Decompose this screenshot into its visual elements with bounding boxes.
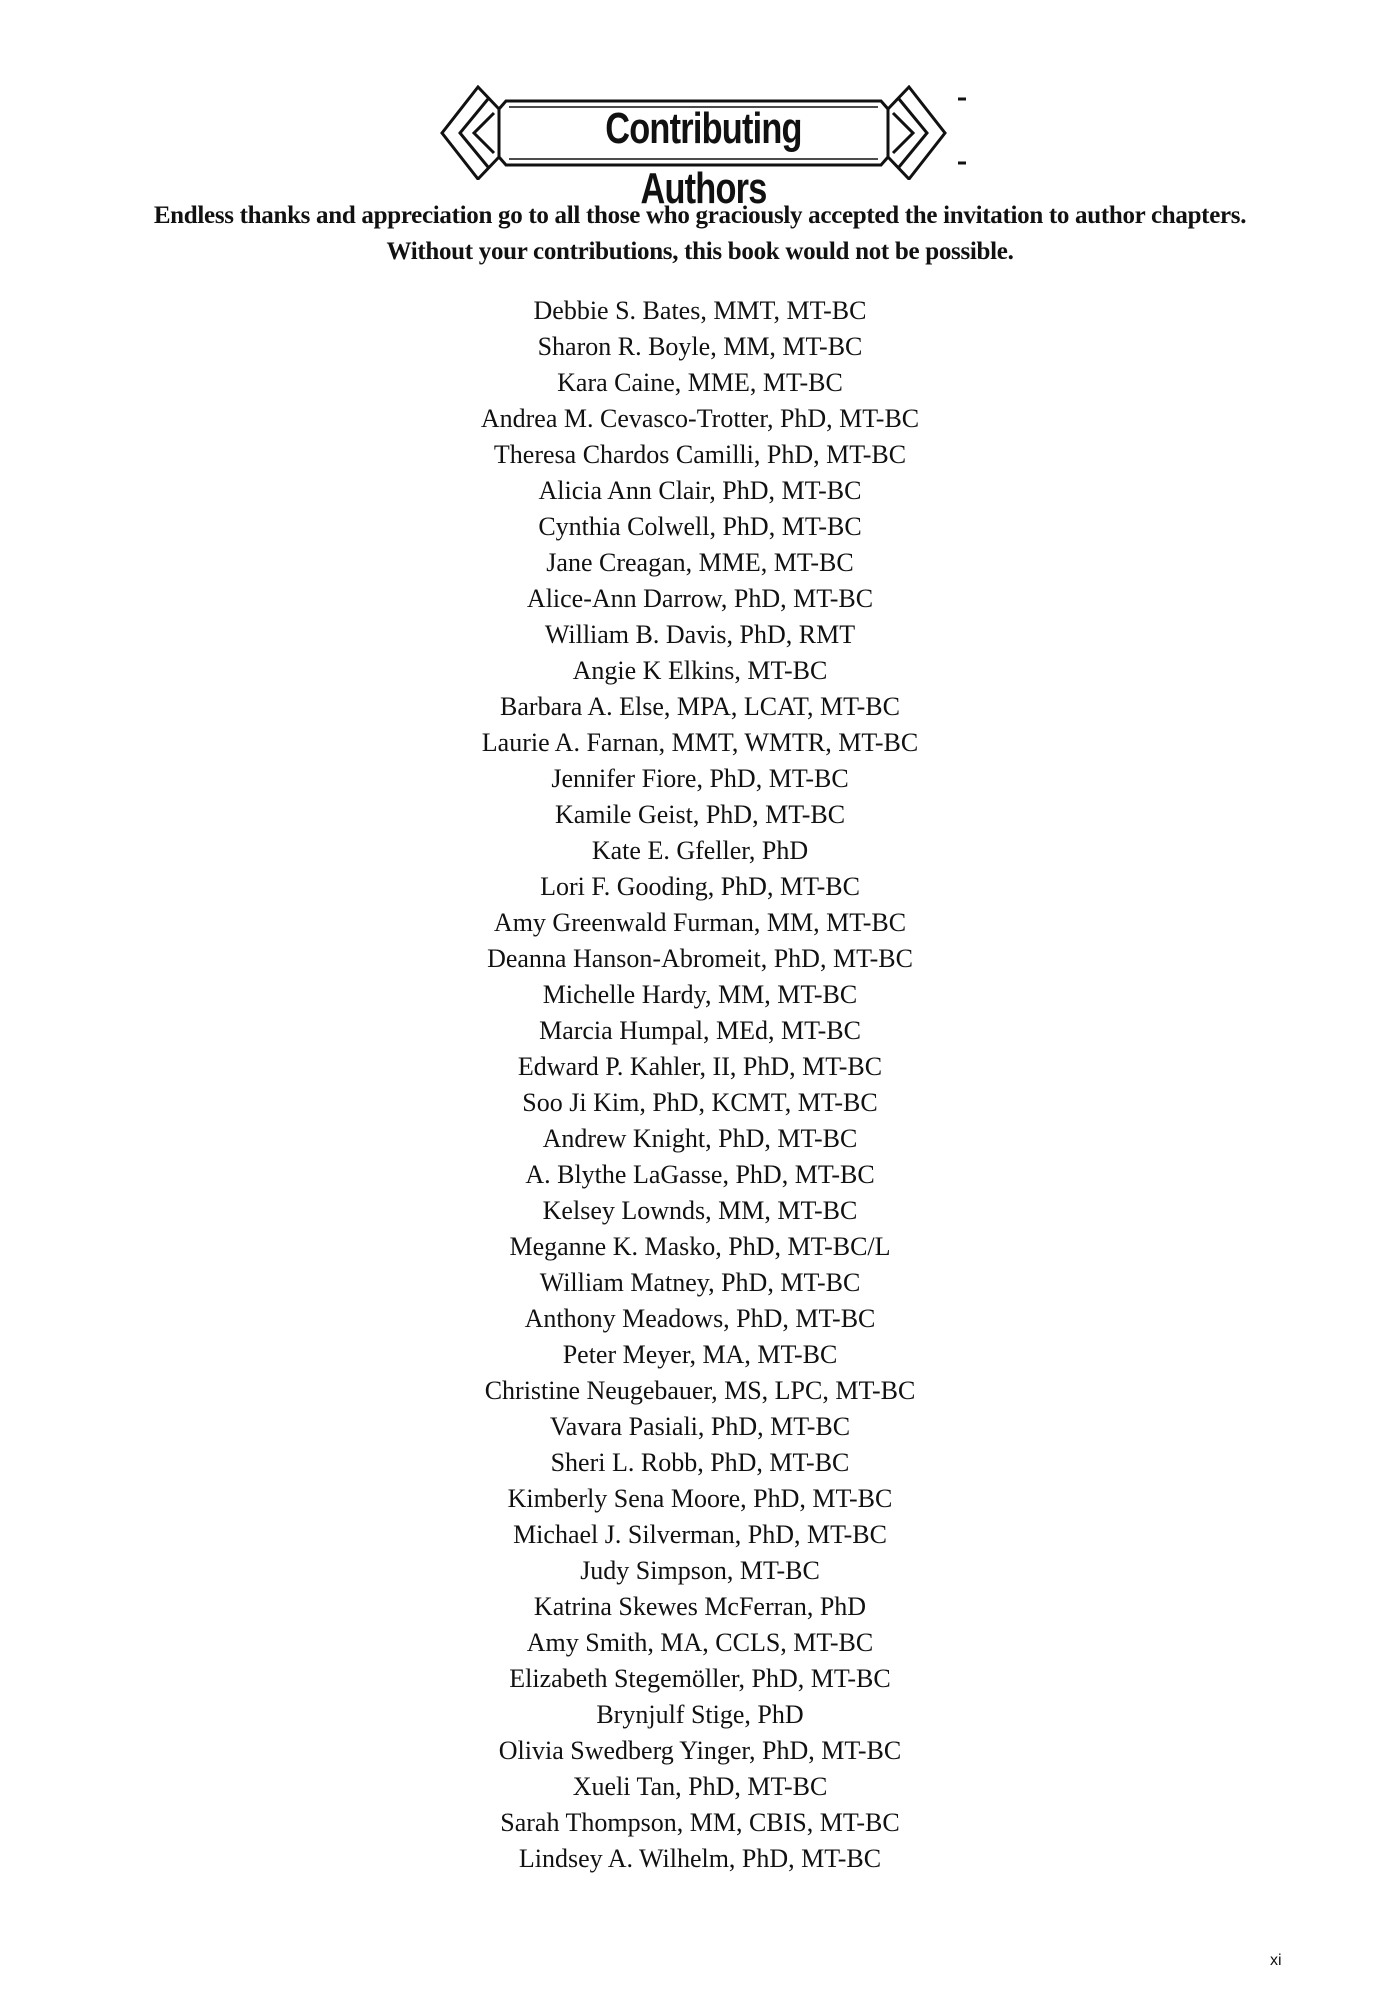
author-entry: Lori F. Gooding, PhD, MT-BC (540, 872, 860, 901)
author-entry: Deanna Hanson-Abromeit, PhD, MT-BC (487, 944, 913, 973)
author-entry: Laurie A. Farnan, MMT, WMTR, MT-BC (481, 728, 919, 757)
author-entry: Sharon R. Boyle, MM, MT-BC (537, 332, 863, 361)
intro-line-1: Endless thanks and appreciation go to all those who graciously accepted the invitation to author chapters. (153, 202, 1247, 229)
author-entry: Debbie S. Bates, MMT, MT-BC (533, 296, 867, 325)
author-entry: Jennifer Fiore, PhD, MT-BC (551, 764, 849, 793)
author-entry: Peter Meyer, MA, MT-BC (562, 1340, 838, 1369)
author-entry: Soo Ji Kim, PhD, KCMT, MT-BC (522, 1088, 878, 1117)
author-entry: Cynthia Colwell, PhD, MT-BC (538, 512, 862, 541)
author-entry: Kelsey Lownds, MM, MT-BC (542, 1196, 858, 1225)
author-entry: Christine Neugebauer, MS, LPC, MT-BC (484, 1376, 916, 1405)
author-entry: Andrew Knight, PhD, MT-BC (542, 1124, 858, 1153)
author-entry: Michelle Hardy, MM, MT-BC (542, 980, 858, 1009)
author-entry: Amy Greenwald Furman, MM, MT-BC (493, 908, 907, 937)
author-entry: Alice-Ann Darrow, PhD, MT-BC (526, 584, 874, 613)
author-entry: Michael J. Silverman, PhD, MT-BC (513, 1520, 887, 1549)
author-entry: Andrea M. Cevasco-Trotter, PhD, MT-BC (480, 404, 920, 433)
author-entry: Kimberly Sena Moore, PhD, MT-BC (507, 1484, 893, 1513)
author-entry: Lindsey A. Wilhelm, PhD, MT-BC (518, 1844, 882, 1873)
page-title: Contributing Authors (605, 104, 802, 213)
author-entry: Sheri L. Robb, PhD, MT-BC (550, 1448, 850, 1477)
title-banner (436, 85, 971, 213)
author-entry: Barbara A. Else, MPA, LCAT, MT-BC (500, 692, 900, 721)
author-entry: Vavara Pasiali, PhD, MT-BC (549, 1412, 851, 1441)
author-entry: Sarah Thompson, MM, CBIS, MT-BC (500, 1808, 900, 1837)
author-entry: Katrina Skewes McFerran, PhD (533, 1592, 867, 1621)
page-number: xi (1270, 1952, 1282, 1969)
author-entry: William Matney, PhD, MT-BC (539, 1268, 861, 1297)
author-list (0, 293, 1400, 1877)
author-entry: Theresa Chardos Camilli, PhD, MT-BC (493, 440, 907, 469)
author-entry: Olivia Swedberg Yinger, PhD, MT-BC (498, 1736, 902, 1765)
author-entry: Kara Caine, MME, MT-BC (557, 368, 843, 397)
author-entry: Judy Simpson, MT-BC (580, 1556, 820, 1585)
author-entry: Jane Creagan, MME, MT-BC (546, 548, 854, 577)
author-entry: Elizabeth Stegemöller, PhD, MT-BC (509, 1664, 891, 1693)
intro-line-2: Without your contributions, this book would not be possible. (386, 238, 1014, 265)
author-entry: A. Blythe LaGasse, PhD, MT-BC (525, 1160, 875, 1189)
author-entry: Meganne K. Masko, PhD, MT-BC/L (509, 1232, 891, 1261)
author-entry: Amy Smith, MA, CCLS, MT-BC (526, 1628, 874, 1657)
author-entry: Kamile Geist, PhD, MT-BC (554, 800, 846, 829)
author-entry: Xueli Tan, PhD, MT-BC (572, 1772, 828, 1801)
author-entry: Anthony Meadows, PhD, MT-BC (524, 1304, 876, 1333)
author-entry: Edward P. Kahler, II, PhD, MT-BC (517, 1052, 883, 1081)
author-entry: Kate E. Gfeller, PhD (591, 836, 809, 865)
author-entry: Brynjulf Stige, PhD (596, 1700, 804, 1729)
intro-text (0, 198, 1400, 270)
author-entry: Marcia Humpal, MEd, MT-BC (539, 1016, 861, 1045)
author-entry: Angie K Elkins, MT-BC (572, 656, 828, 685)
author-entry: William B. Davis, PhD, RMT (544, 620, 856, 649)
author-entry: Alicia Ann Clair, PhD, MT-BC (538, 476, 862, 505)
